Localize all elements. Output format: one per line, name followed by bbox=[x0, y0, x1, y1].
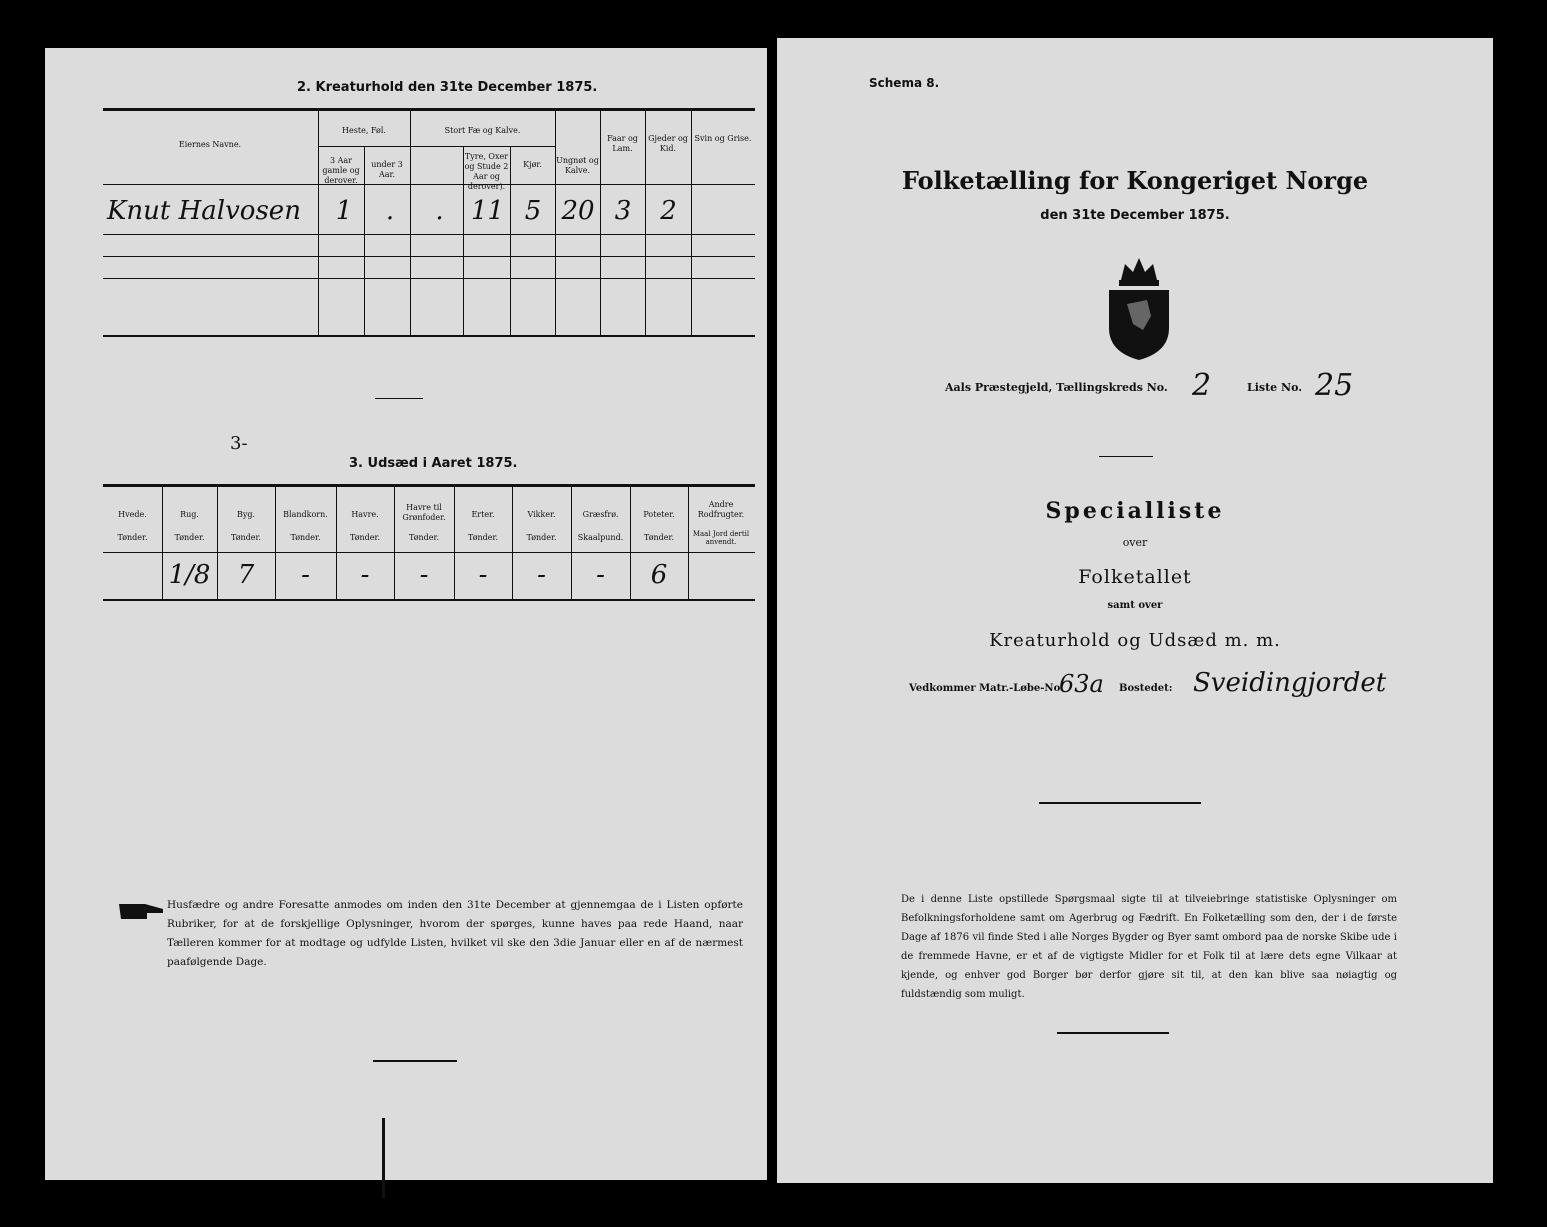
col-line bbox=[510, 146, 511, 336]
livestock-value: 3 bbox=[614, 196, 632, 226]
seed-unit: Tønder. bbox=[349, 533, 381, 542]
col-line bbox=[318, 110, 319, 336]
seed-unit: Tønder. bbox=[117, 533, 148, 542]
separator bbox=[1057, 1032, 1169, 1034]
matr-number: 63a bbox=[1059, 670, 1104, 698]
cattle-sub-header: Ungnøt og Kalve. bbox=[556, 156, 599, 175]
livestock-value: 11 bbox=[470, 196, 505, 226]
samt-over-text: samt over bbox=[1107, 600, 1163, 611]
specialliste-heading: Specialliste bbox=[1045, 498, 1225, 524]
owner-name: Knut Halvosen bbox=[107, 196, 301, 226]
cattle-group-header: Stort Fæ og Kalve. bbox=[444, 126, 521, 135]
pigs-header: Svin og Grise. bbox=[694, 134, 752, 143]
notice-text: Husfædre og andre Foresatte anmodes om inden den 31te December at gjennemgaa de i Listen opførte Rubriker, for at de forskjellige Oplysninger, hvorom der spørges, kunne haves paa rede Haand, naar Tælleren kommer for at modtage og udfylde Listen, hvilket vil ske den 3die Januar eller en af de nærmest paafølgende Dage. bbox=[167, 899, 743, 968]
table-top-rule bbox=[103, 108, 755, 111]
district-number: 2 bbox=[1192, 368, 1212, 403]
separator bbox=[1039, 802, 1201, 804]
matr-label: Vedkommer Matr.-Løbe-No. bbox=[909, 683, 1064, 694]
row-rule bbox=[103, 278, 755, 279]
bosted-value: Sveidingjordet bbox=[1193, 668, 1387, 698]
seed-unit: Tønder. bbox=[230, 533, 262, 542]
seed-top-rule bbox=[103, 484, 755, 487]
seed-header: Rug. bbox=[180, 510, 199, 519]
seed-unit: Tønder. bbox=[408, 533, 440, 542]
horse-sub-header: 3 Aar gamle og derover. bbox=[322, 156, 360, 185]
seed-header: Hvede. bbox=[118, 510, 147, 519]
list-number: 25 bbox=[1315, 368, 1354, 403]
livestock-value: . bbox=[385, 196, 395, 226]
seed-unit: Tønder. bbox=[290, 533, 321, 542]
seed-value: 1/8 bbox=[168, 560, 211, 590]
seed-unit: Tønder. bbox=[467, 533, 499, 542]
seed-header: Græsfrø. bbox=[582, 510, 619, 519]
over-text: over bbox=[1122, 536, 1148, 549]
separator bbox=[375, 398, 423, 399]
parish-label: Aals Præstegjeld, Tællingskreds No. bbox=[945, 381, 1168, 394]
livestock-value: 20 bbox=[561, 196, 595, 226]
separator bbox=[1099, 456, 1153, 457]
table-bottom-rule bbox=[103, 335, 755, 337]
main-title: Folketælling for Kongeriget Norge bbox=[901, 166, 1369, 195]
seed-header: Byg. bbox=[236, 510, 256, 519]
separator bbox=[373, 1060, 457, 1062]
seed-unit: Skaalpund. bbox=[577, 533, 624, 542]
horse-group-header: Heste, Føl. bbox=[342, 126, 386, 135]
livestock-title: 2. Kreaturhold den 31te December 1875. bbox=[297, 80, 598, 95]
seed-value: - bbox=[301, 560, 310, 590]
right-page bbox=[777, 38, 1493, 1183]
goats-header: Gjeder og Kid. bbox=[648, 134, 688, 153]
seed-value: 6 bbox=[650, 560, 668, 590]
seed-unit: Tønder. bbox=[643, 533, 675, 542]
col-line bbox=[410, 110, 411, 336]
seed-value: 7 bbox=[237, 560, 255, 590]
seed-value: - bbox=[360, 560, 370, 590]
seed-header: Poteter. bbox=[643, 510, 675, 519]
footer-text: De i denne Liste opstillede Spørgsmaal sigte til at tilveiebringe statistiske Oplysninger om Befolkningsforholdene samt om Agerbrug og Fædrift. En Folketælling som den, der i de første Dage af 1876 vil finde Sted i alle Norges Bygder og Byer samt ombord paa de norske Skibe ude i de fremmede Havne, er et af de vigtigste Midler for et Folk til at lære dets egne Vilkaar at kjende, og enhver god Borger bør derfor gjøre sit til, at den kan blive saa nøiagtig og fuldstændig som muligt. bbox=[901, 894, 1397, 1000]
cattle-sub-header: Kjør. bbox=[523, 160, 542, 169]
seed-header: Vikker. bbox=[527, 510, 556, 519]
sheep-header: Faar og Lam. bbox=[607, 134, 638, 153]
table-header-rule bbox=[103, 184, 755, 185]
bosted-label: Bostedet: bbox=[1119, 683, 1173, 694]
seed-bottom-rule bbox=[103, 599, 755, 601]
left-page bbox=[45, 48, 767, 1180]
seed-value: - bbox=[537, 560, 546, 590]
horse-sub-header: under 3 Aar. bbox=[371, 160, 403, 179]
livestock-value: . bbox=[435, 196, 444, 226]
row-rule bbox=[103, 256, 755, 257]
seed-header: Havre til Grønfoder. bbox=[402, 503, 446, 522]
schema-label: Schema 8. bbox=[869, 76, 940, 90]
livestock-value: 1 bbox=[335, 196, 353, 226]
seed-value: - bbox=[596, 560, 605, 590]
folketallet-heading: Folketallet bbox=[1078, 566, 1192, 588]
seed-header: Andre Rodfrugter. bbox=[697, 500, 745, 519]
seed-unit: Tønder. bbox=[526, 533, 557, 542]
census-date: den 31te December 1875. bbox=[1040, 208, 1230, 223]
row-rule bbox=[103, 234, 755, 235]
binding-mark bbox=[382, 1118, 385, 1198]
seed-header: Blandkorn. bbox=[283, 510, 328, 519]
seed-header: Erter. bbox=[471, 510, 495, 519]
list-label: Liste No. bbox=[1247, 381, 1303, 394]
seed-header: Havre. bbox=[351, 510, 379, 519]
pointing-hand-icon bbox=[117, 900, 165, 922]
seed-value: - bbox=[419, 560, 429, 590]
stray-mark: 3- bbox=[230, 433, 248, 454]
coat-of-arms-icon bbox=[1103, 250, 1175, 362]
seed-value: - bbox=[478, 560, 488, 590]
kreaturhold-heading: Kreaturhold og Udsæd m. m. bbox=[989, 630, 1281, 651]
livestock-value: 5 bbox=[524, 196, 542, 226]
livestock-value: 2 bbox=[660, 196, 677, 226]
seed-unit: Tønder. bbox=[174, 533, 205, 542]
seed-header-rule bbox=[103, 552, 755, 553]
cattle-sub-header: Tyre, Oxer og Stude 2 Aar og derover). bbox=[464, 152, 509, 191]
seed-unit: Maal Jord dertil anvendt. bbox=[692, 530, 750, 546]
seed-title: 3. Udsæd i Aaret 1875. bbox=[349, 456, 518, 471]
owner-header: Eiernes Navne. bbox=[178, 140, 242, 149]
cattle-subrule bbox=[410, 146, 555, 147]
